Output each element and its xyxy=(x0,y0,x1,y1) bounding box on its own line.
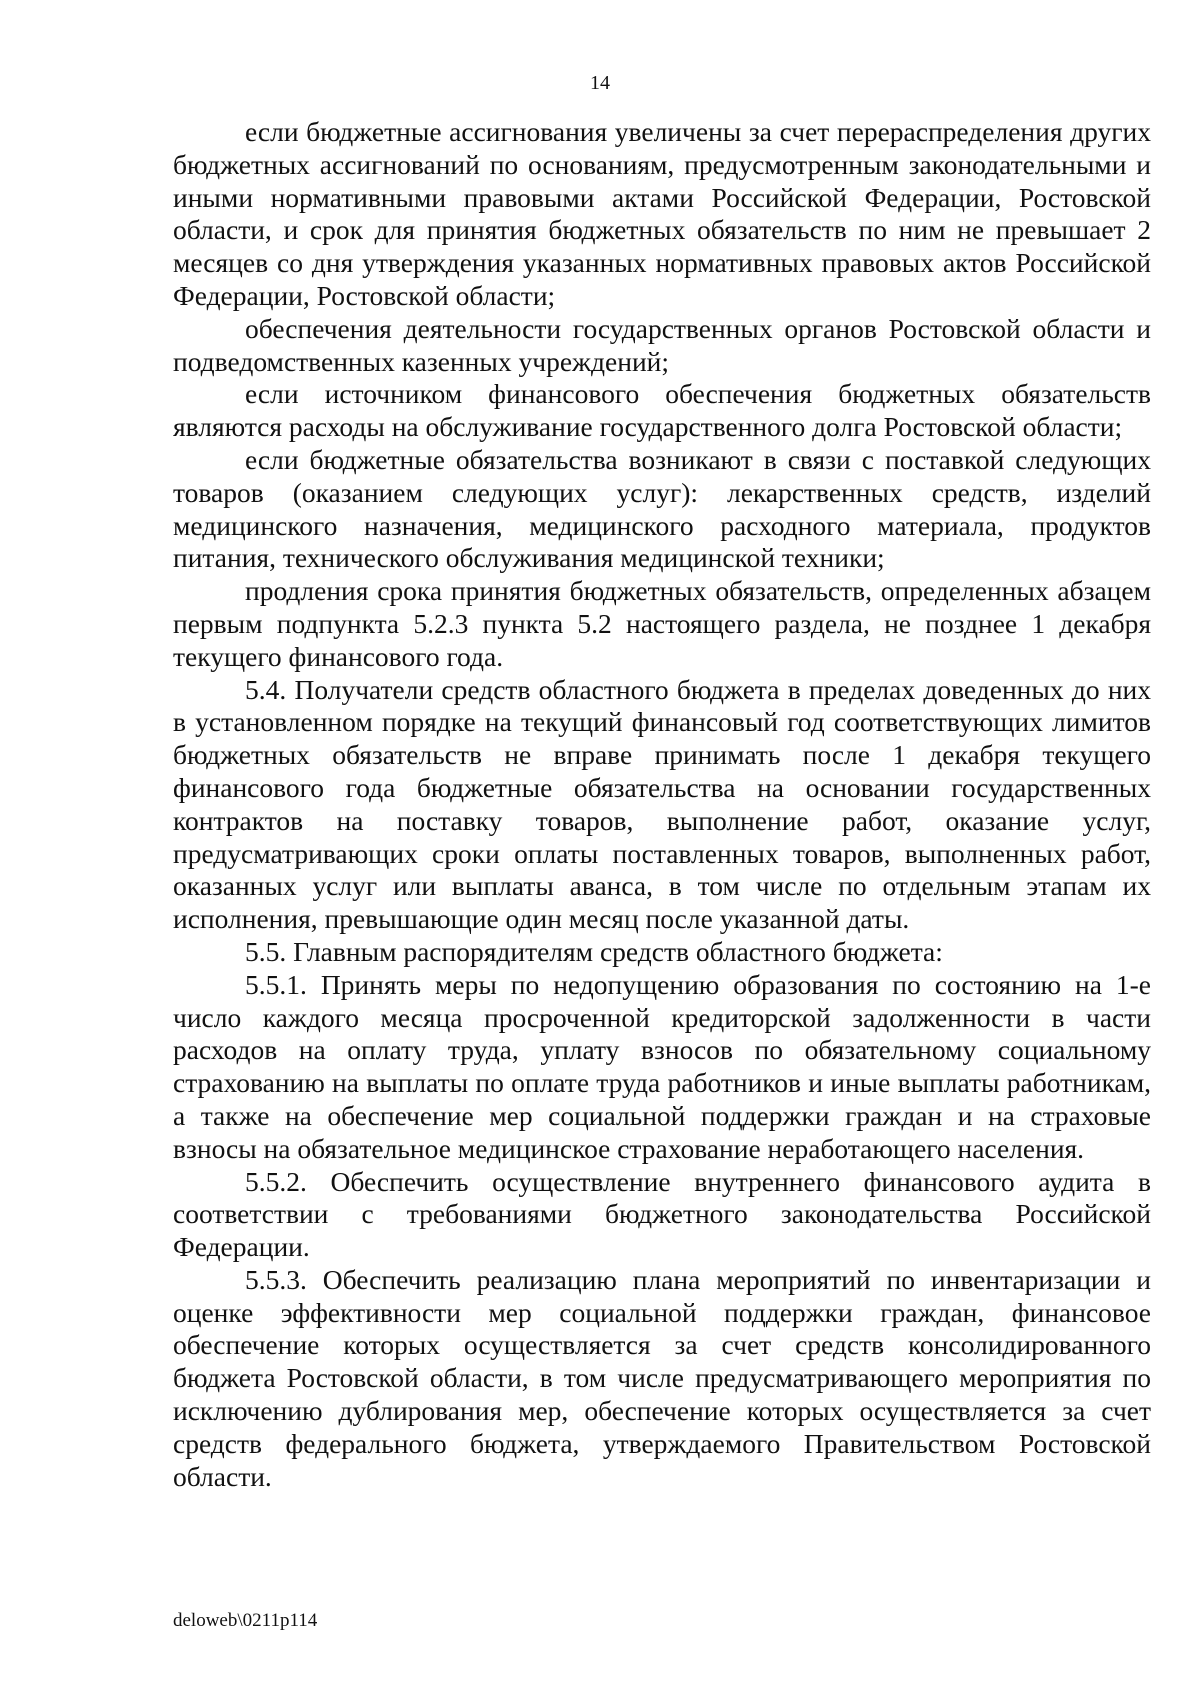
paragraph: обеспечения деятельности государственных органов Ростовской области и подведомственных казенных учреждений; xyxy=(173,312,1151,377)
paragraph: 5.5. Главным распорядителям средств областного бюджета: xyxy=(245,935,943,967)
document-footer-code: deloweb\0211p114 xyxy=(173,1610,318,1631)
page-number: 14 xyxy=(590,72,610,94)
document-body xyxy=(173,116,1151,1493)
paragraph: если бюджетные ассигнования увеличены за счет перераспределения других бюджетных ассигнований по основаниям, предусмотренным законодательными и иными нормативными правовыми актами Российской Федерации, Ростовской области, и срок для принятия бюджетных обязательств по ним не превышает 2 месяцев со дня утверждения указанных нормативных правовых актов Российской Федерации, Ростовской области; xyxy=(173,116,1151,311)
paragraph: если бюджетные обязательства возникают в связи с поставкой следующих товаров (оказанием следующих услуг): лекарственных средств, изделий медицинского назначения, медицинского расходного материала, продуктов питания, технического обслуживания медицинской техники; xyxy=(173,443,1151,574)
paragraph: 5.5.3. Обеспечить реализацию плана мероприятий по инвентаризации и оценке эффективности мер социальной поддержки граждан, финансовое обеспечение которых осуществляется за счет средств консолидированного бюджета Ростовской области, в том числе предусматривающего мероприятия по исключению дублирования мер, обеспечение которых осуществляется за счет средств федерального бюджета, утверждаемого Правительством Ростовской области. xyxy=(173,1263,1151,1492)
paragraph: 5.5.2. Обеспечить осуществление внутреннего финансового аудита в соответствии с требованиями бюджетного законодательства Российской Федерации. xyxy=(173,1165,1151,1263)
paragraph: продления срока принятия бюджетных обязательств, определенных абзацем первым подпункта 5.2.3 пункта 5.2 настоящего раздела, не позднее 1 декабря текущего финансового года. xyxy=(173,575,1151,672)
paragraph: 5.4. Получатели средств областного бюджета в пределах доведенных до них в установленном порядке на текущий финансовый год соответствующих лимитов бюджетных обязательств не вправе принимать после 1 декабря текущего финансового года бюджетные обязательства на основании государственных контрактов на поставку товаров, выполнение работ, оказание услуг, предусматривающих сроки оплаты поставленных товаров, выполненных работ, оказанных услуг или выплаты аванса, в том числе по отдельным этапам их исполнения, превышающие один месяц после указанной даты. xyxy=(173,673,1151,935)
paragraph: 5.5.1. Принять меры по недопущению образования по состоянию на 1-е число каждого месяца просроченной кредиторской задолженности в части расходов на оплату труда, уплату взносов по обязательному социальному страхованию на выплаты по оплате труда работников и иные выплаты работникам, а также на обеспечение мер социальной поддержки граждан и на страховые взносы на обязательное медицинское страхование неработающего населения. xyxy=(173,968,1151,1164)
paragraph: если источником финансового обеспечения бюджетных обязательств являются расходы на обслуживание государственного долга Ростовской области; xyxy=(173,378,1151,443)
